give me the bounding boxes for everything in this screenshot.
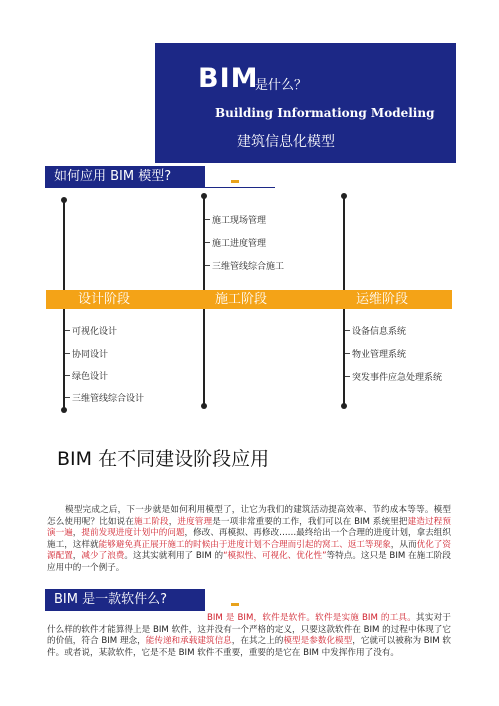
stage-design: 设计阶段: [78, 292, 131, 307]
design-item: 三维管线综合设计: [72, 394, 145, 404]
item-tick: [345, 353, 350, 354]
hero-english-title: Building Informationg Modeling: [215, 106, 435, 120]
timeline-dot: [201, 193, 207, 199]
decor-dash-orange: [231, 603, 239, 606]
design-item: 可视化设计: [72, 327, 118, 337]
decor-rule: [205, 187, 275, 188]
paragraph-stage-usage: 模型完成之后，下一步就是如何利用模型了，让它为我们的建筑活动提高效率、节约成本等等。模型怎么使用呢？比如说在施工阶段，进度管理是一项非常重要的工作，我们可以在 BIM 系统里把建造过程预演一遍，提前发现进度计划中的问题，修改、再模拟、再修改……最终给出一个合理的进度计划，拿去组织施工，这样就能够避免真正展开施工的时候由于进度计划不合理而引起的窝工、返工等现象，从而优化了资源配置，减少了浪费。这其实就利用了 BIM 的“模拟性、可视化、优化性”等特点。这只是 BIM 在施工阶段应用中的一个例子。: [47, 505, 451, 573]
item-tick: [345, 376, 350, 377]
construction-item: 施工现场管理: [212, 216, 267, 226]
ops-item: 设备信息系统: [352, 327, 407, 337]
item-tick: [65, 353, 70, 354]
stage-bar: [46, 290, 452, 309]
item-tick: [205, 242, 210, 243]
section-title: 如何应用 BIM 模型?: [54, 169, 172, 184]
item-tick: [65, 330, 70, 331]
design-item: 绿色设计: [72, 372, 109, 382]
section-title: BIM 是一款软件么?: [54, 592, 168, 607]
construction-item: 三维管线综合施工: [212, 262, 285, 272]
design-item: 协同设计: [72, 350, 109, 360]
section-header-how-to-apply: [45, 166, 205, 188]
item-tick: [345, 330, 350, 331]
stage-application-title: BIM 在不同建设阶段应用: [57, 448, 270, 470]
timeline-dot: [201, 403, 207, 409]
item-tick: [205, 219, 210, 220]
construction-item: 施工进度管理: [212, 239, 267, 249]
hero-banner: [155, 43, 456, 163]
hero-question: 是什么？: [255, 78, 308, 93]
item-tick: [65, 397, 70, 398]
ops-item: 突发事件应急处理系统: [352, 373, 443, 383]
section-header-is-software: [45, 589, 205, 611]
timeline-dot: [61, 407, 67, 413]
item-tick: [205, 265, 210, 266]
hero-bim-word: BIM: [198, 63, 259, 94]
timeline-dot: [341, 403, 347, 409]
timeline-dot: [341, 193, 347, 199]
paragraph-bim-software: BIM 是 BIM，软件是软件。软件是实施 BIM 的工具。其实对于什么样的软件才能算得上是 BIM 软件，这并没有一个严格的定义，只要这款软件在 BIM 的过程中体现了它的价值，符合 BIM 理念，能传递和承载建筑信息，在其之上的模型是参数化模型，它就可以被称为 BIM 软件。或者说，某款软件，它是不是 BIM 软件不重要，重要的是它在 BIM 中发挥作用了没有。: [47, 613, 451, 658]
stage-construction: 施工阶段: [215, 292, 268, 307]
hero-chinese-title: 建筑信息化模型: [237, 134, 335, 150]
stage-operations: 运维阶段: [356, 292, 409, 307]
decor-dash-orange: [231, 180, 239, 183]
item-tick: [65, 375, 70, 376]
ops-item: 物业管理系统: [352, 350, 407, 360]
timeline-dot: [61, 197, 67, 203]
